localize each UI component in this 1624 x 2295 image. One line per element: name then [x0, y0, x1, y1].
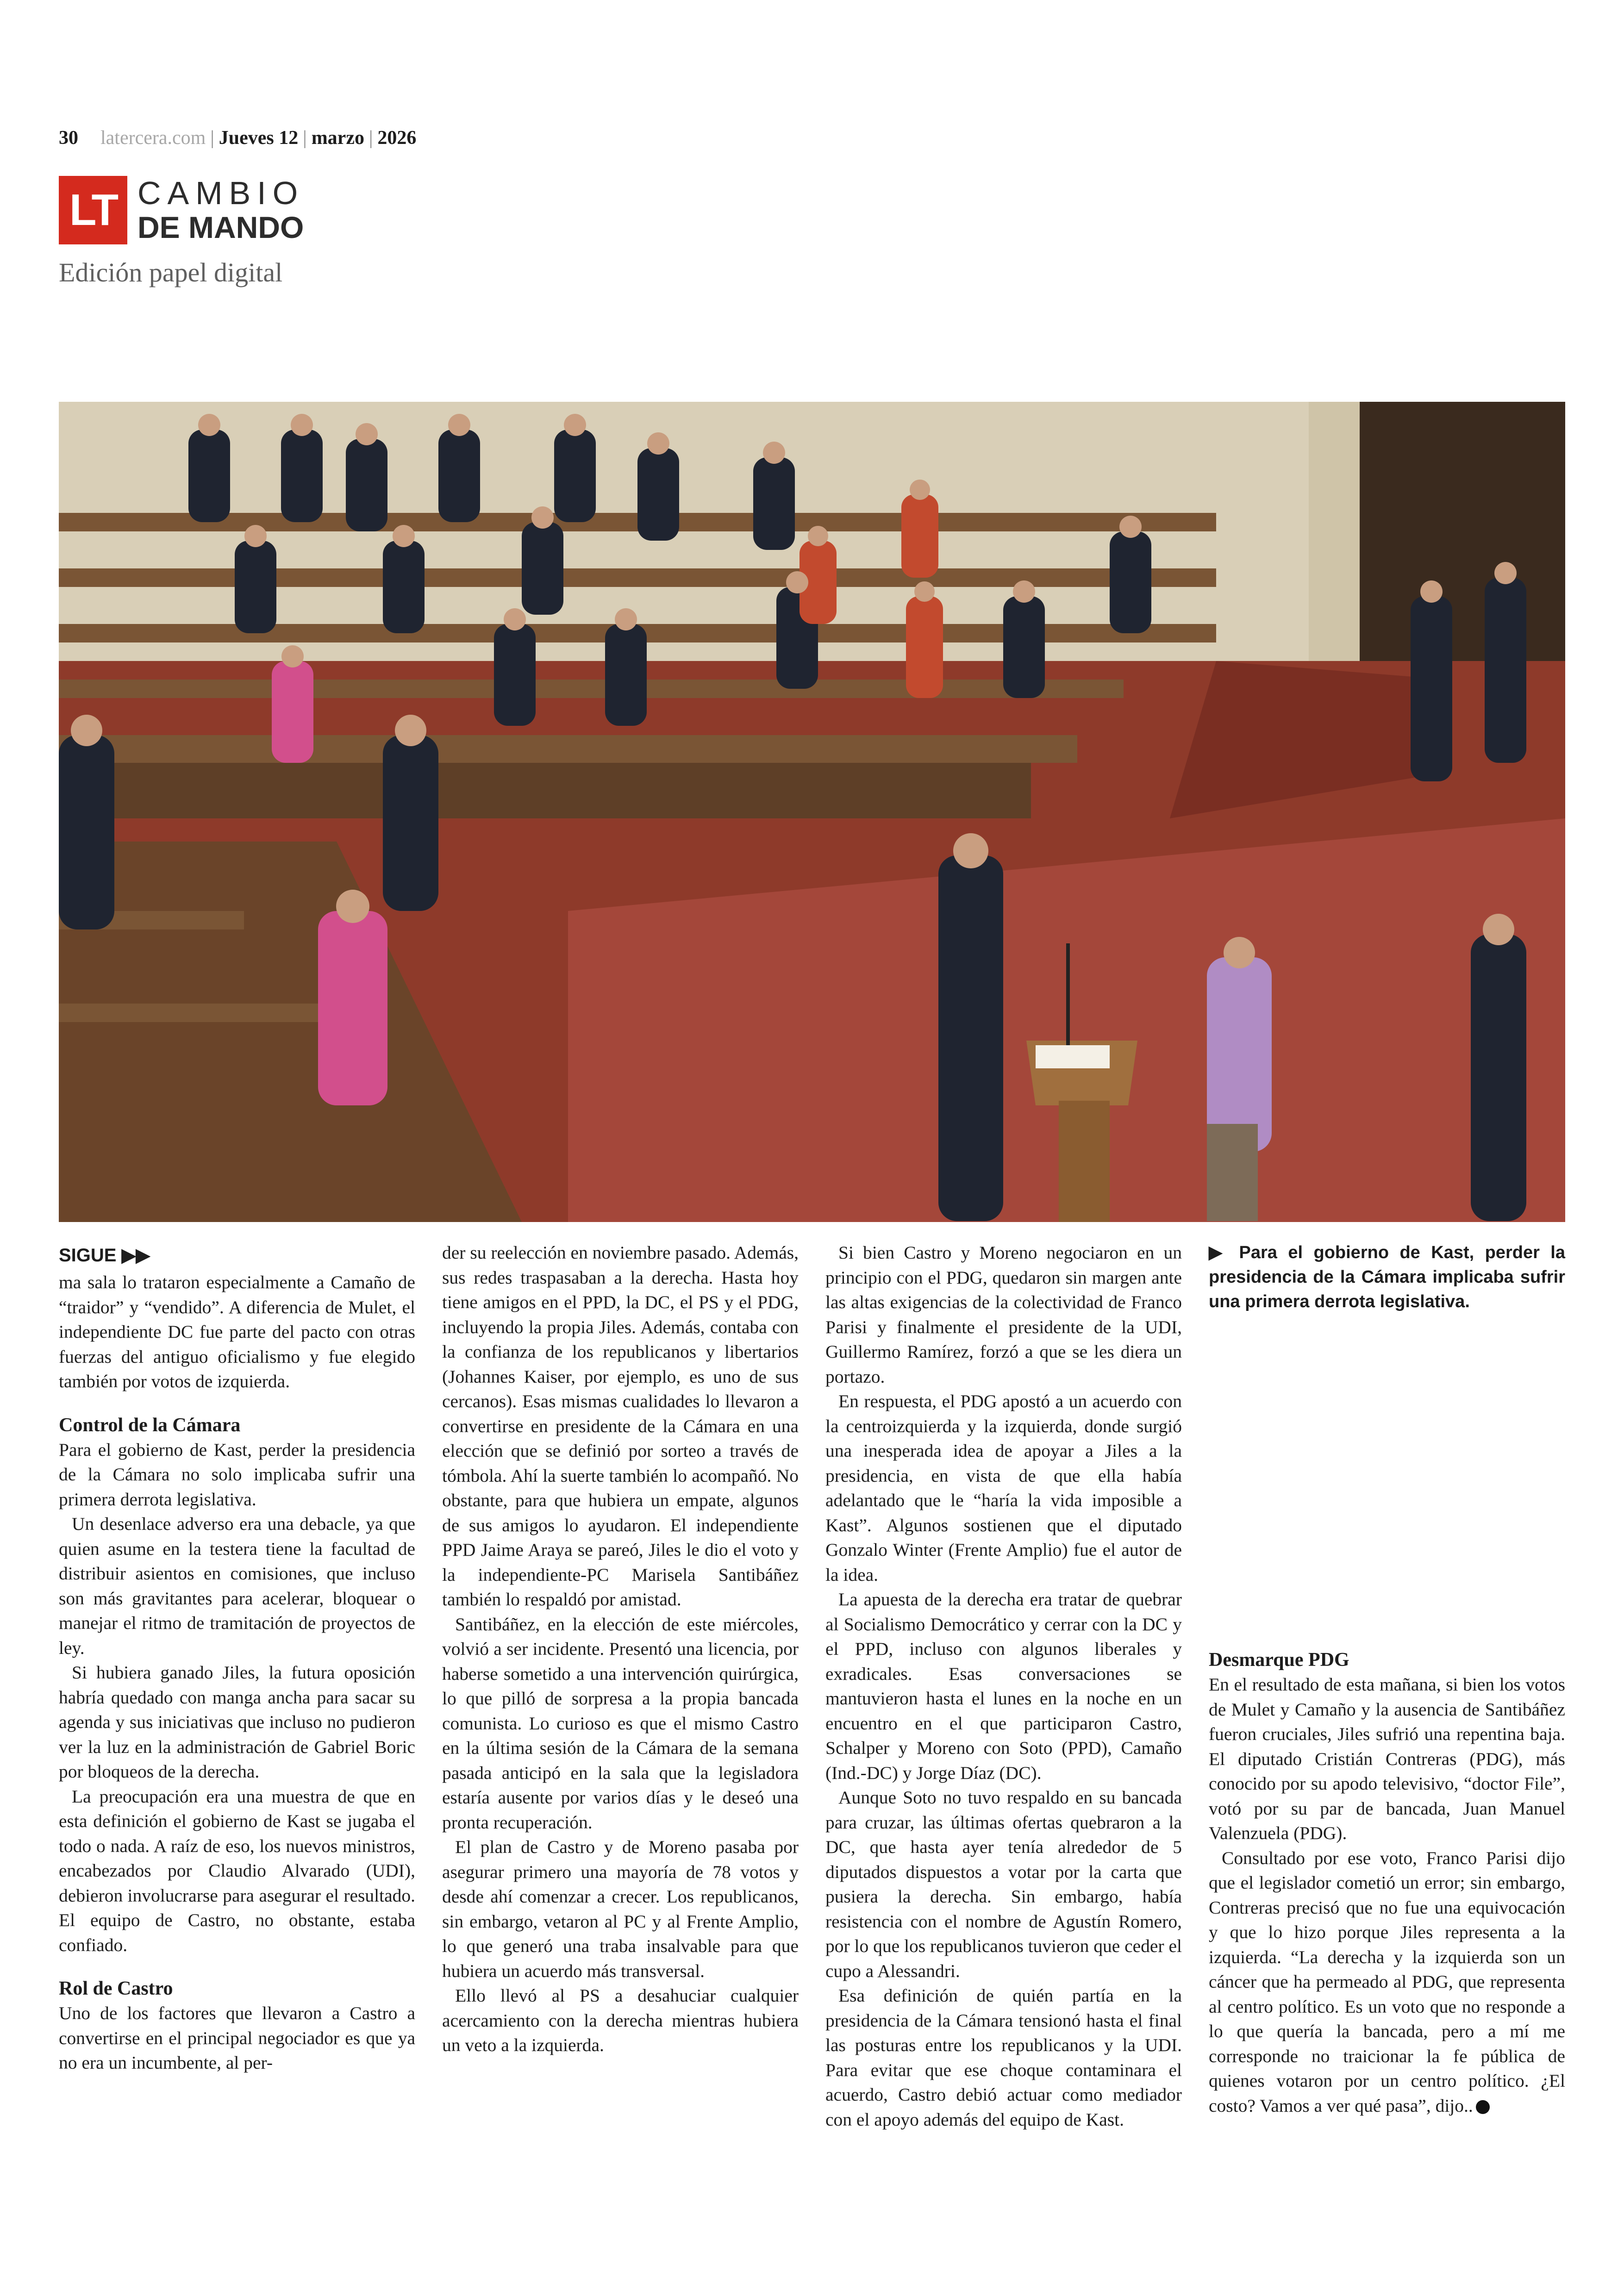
pull-quote: ▶ Para el gobierno de Kast, perder la presidencia de la Cámara implicaba sufrir una primera derrota legislativa.: [1209, 1243, 1565, 1311]
chamber-photo: [59, 402, 1565, 1222]
subheading-desmarque: Desmarque PDG: [1209, 1649, 1349, 1671]
date-day: Jueves 12: [219, 127, 299, 149]
continued-marker: SIGUE ▶▶: [59, 1245, 150, 1266]
paragraph: Esa definición de quién partía en la presidencia de la Cámara tensionó hasta el final las posturas entre los republicanos y la UDI. Para evitar que ese choque contaminara el acuerdo, Castro debió actuar como mediador con el apoyo además del equipo de Kast.: [825, 1985, 1182, 2130]
column-spacer: [1209, 1314, 1565, 1629]
paragraph: [1209, 1846, 1565, 2119]
column-1: [59, 1241, 415, 2189]
chamber-photo-icon: [59, 402, 1565, 1222]
paragraph: Para el gobierno de Kast, perder la presidencia de la Cámara no solo implicaba sufrir una primera derrota legislativa.: [59, 1439, 415, 1509]
paragraph: Ello llevó al PS a desahuciar cualquier acercamiento con la derecha mientras hubiera un veto a la izquierda.: [442, 1985, 799, 2055]
paragraph: Si bien Castro y Moreno negociaron en un principio con el PDG, quedaron sin margen ante las altas exigencias de la colectividad de Franco Parisi y finalmente el presidente de la UDI, Guillermo Ramírez, forzó a que se les diera un portazo.: [825, 1242, 1182, 1387]
paragraph: Santibáñez, en la elección de este miércoles, volvió a ser incidente. Presentó una licencia, por haberse sometido a una intervención quirúrgica, lo que pilló de sorpresa a la propia bancada comunista. Lo curioso es que el mismo Castro en la última sesión de la Cámara de la semana pasada anticipó en la sala que la legisladora estaría ausente por varios días y le deseó una pronta recuperación.: [442, 1614, 799, 1833]
section-logo: [59, 176, 304, 245]
subheading-rol: Rol de Castro: [59, 1978, 173, 1999]
date-year: 2026: [377, 127, 417, 149]
paragraph: Un desenlace adverso era una debacle, ya que quien asume en la testera tiene la facultad de distribuir asientos en comisiones, que incluso son más gravitantes para acelerar, bloquear o manejar el ritmo de tramitación de proyectos de ley.: [59, 1514, 415, 1658]
paragraph: La preocupación era una muestra de que en esta definición el gobierno de Kast se jugaba el todo o nada. A raíz de eso, los nuevos ministros, encabezados por Claudio Alvarado (UDI), debieron involucrarse para asegurar el resultado. El equipo de Castro, no obstante, estaba confiado.: [59, 1786, 415, 1955]
paragraph: ma sala lo trataron especialmente a Camaño de “traidor” y “vendido”. A diferencia de Mulet, el independiente DC fue parte del pacto con otras fuerzas del antiguo oficialismo y fue elegido también por votos de izquierda.: [59, 1272, 415, 1391]
section-title-line2: DE MANDO: [137, 210, 304, 244]
article-body: [59, 1241, 1565, 2189]
paragraph: Si hubiera ganado Jiles, la futura oposición habría quedado con manga ancha para sacar su agenda y sus iniciativas que incluso no pudieron ver la luz en la administración de Gabriel Boric por bloqueos de la derecha.: [59, 1662, 415, 1782]
paragraph: En el resultado de esta mañana, si bien los votos de Mulet y Camaño y la ausencia de Santibáñez fueron cruciales, Jiles sufrió una repentina baja. El diputado Cristián Contreras (PDG), más conocido por su apodo televisivo, “doctor File”, votó por su par de bancada, Juan Manuel Valenzuela (PDG).: [1209, 1674, 1565, 1843]
paragraph: der su reelección en noviembre pasado. Además, sus redes traspasaban a la derecha. Hasta hoy tiene amigos en el PPD, la DC, el PS y el PDG, incluyendo la propia Jiles. Además, contaba con la confianza de los republicanos y libertarios (Johannes Kaiser, por ejemplo, es uno de sus cercanos). Esas mismas cualidades lo llevaron a convertirse en presidente de la Cámara en una elección que se definió por sorteo a través de tómbola. Ahí la suerte también lo acompañó. No obstante, para que hubiera un empate, algunos de sus amigos lo ayudaron. El independiente PPD Jaime Araya se pareó, Jiles le dio el voto y la independiente-PC Marisela Santibáñez también lo respaldó por amistad.: [442, 1242, 799, 1609]
folio-line: [59, 124, 416, 152]
paragraph: La apuesta de la derecha era tratar de quebrar al Socialismo Democrático y cerrar con la DC y el PPD, incluso con algunos liberales y exradicales. Esas conversaciones se mantuvieron hasta el lunes en la noche en un encuentro en el que participaron Castro, Schalper y Moreno con Soto (PPD), Camaño (Ind.-DC) y Jorge Díaz (DC).: [825, 1589, 1182, 1783]
paragraph: Uno de los factores que llevaron a Castro a convertirse en el principal negociador es que ya no era un incumbente, al per-: [59, 2003, 415, 2073]
paragraph: El plan de Castro y de Moreno pasaba por asegurar primero una mayoría de 78 votos y desde ahí comenzar a crecer. Los republicanos, sin embargo, vetaron al PC y al Frente Amplio, lo que generó una traba insalvable para que hubiera un acuerdo más transversal.: [442, 1837, 799, 1981]
section-title-line1: CAMBIO: [137, 175, 305, 211]
site-name[interactable]: latercera.com: [100, 127, 206, 149]
column-2: [442, 1241, 799, 2189]
section-title: [137, 176, 304, 245]
closing-paragraph-text: Consultado por ese voto, Franco Parisi dijo que el legislador cometió un error; sin embargo, Contreras precisó que no fue una equivocación y que lo hizo porque Jiles representa a la izquierda. “La derecha y la izquierda son un cáncer que ha permeado al PDG, que representa al centro político. Es un voto que no responde a lo que quería la bancada, pero a mí me corresponde no traicionar la fe pública de quienes votaron por un centro político. ¿El costo? Vamos a ver qué pasa”, dijo..: [1209, 1847, 1565, 2116]
paragraph: En respuesta, el PDG apostó a un acuerdo con la centroizquierda y la izquierda, donde surgió una inesperada idea de apoyar a Jiles a la presidencia, en vista de que ella había adelantado que le “haría la vida imposible a Kast”. Algunos sostienen que el diputado Gonzalo Winter (Frente Amplio) fue el autor de la idea.: [825, 1391, 1182, 1585]
column-3: [825, 1241, 1182, 2189]
end-mark-icon: [1476, 2100, 1490, 2114]
separator-2: |: [303, 127, 307, 149]
separator-3: |: [369, 127, 373, 149]
subheading-control: Control de la Cámara: [59, 1414, 241, 1436]
page-number: 30: [59, 127, 78, 149]
paragraph: Aunque Soto no tuvo respaldo en su bancada para cruzar, las últimas ofertas quebraron a la DC, que hasta ayer tenía alrededor de 5 diputados dispuestos a votar por la carta que pusiera la derecha. Sin embargo, había resistencia con el nombre de Agustín Romero, por lo que los republicanos tuvieron que ceder el cupo a Alessandri.: [825, 1787, 1182, 1981]
separator-1: |: [210, 127, 214, 149]
date-month: marzo: [311, 127, 364, 149]
edition-label: Edición papel digital: [59, 257, 283, 287]
lt-logo: LT: [59, 176, 127, 244]
column-4: [1209, 1241, 1565, 2189]
